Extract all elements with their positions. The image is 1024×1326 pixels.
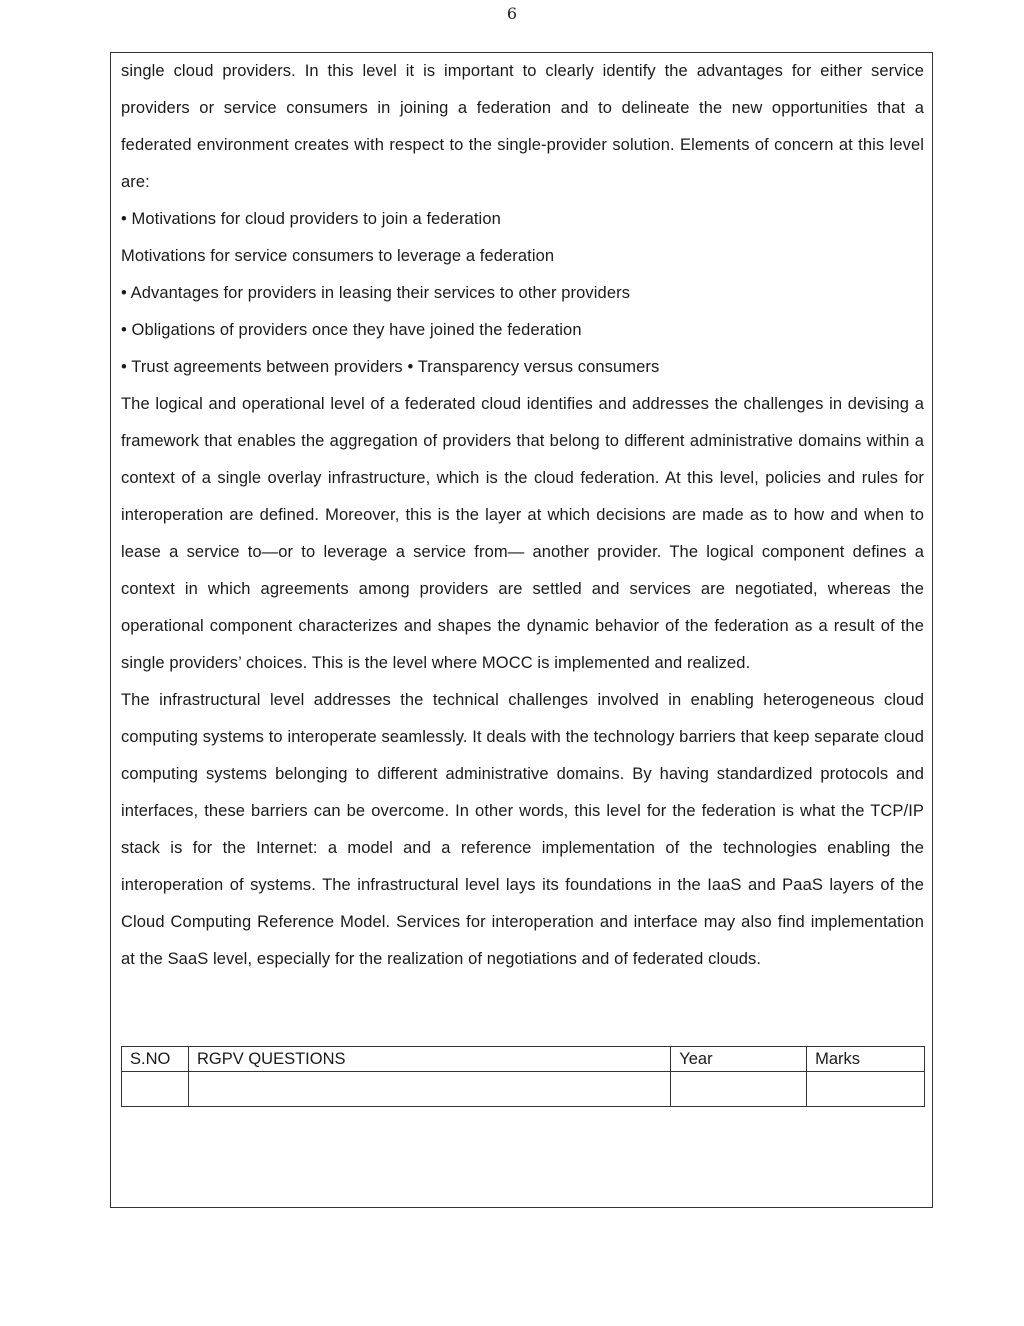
list-item-motivations-consumers: Motivations for service consumers to leverage a federation [121, 247, 555, 265]
list-item-motivations-providers: • Motivations for cloud providers to join a federation [121, 210, 501, 228]
header-year: Year [671, 1047, 807, 1072]
infrastructural-paragraph: The infrastructural level addresses the technical challenges involved in enabling heterogeneous cloud computing systems to interoperate seamlessly. It deals with the technology barriers that keep separate cloud computing systems belonging to different administrative domains. By having standardized protocols and interfaces, these barriers can be overcome. In other words, this level for the federation is what the TCP/IP stack is for the Internet: a model and a reference implementation of the technologies enabling the interoperation of systems. The infrastructural level lays its foundations in the IaaS and PaaS layers of the Cloud Computing Reference Model. Services for interoperation and interface may also find implementation at the SaaS level, especially for the realization of negotiations and of federated clouds. [121, 691, 924, 968]
cell-year [671, 1072, 807, 1107]
document-body [121, 53, 924, 978]
list-item-trust-transparency: • Trust agreements between providers • Transparency versus consumers [121, 358, 660, 376]
header-marks: Marks [807, 1047, 925, 1072]
cell-marks [807, 1072, 925, 1107]
table-row [122, 1072, 925, 1107]
header-rgpv-questions: RGPV QUESTIONS [188, 1047, 670, 1072]
cell-sno [122, 1072, 189, 1107]
list-item-obligations-providers: • Obligations of providers once they have joined the federation [121, 321, 582, 339]
intro-paragraph: single cloud providers. In this level it is important to clearly identify the advantages for either service providers or service consumers in joining a federation and to delineate the new opportunities that a federated environment creates with respect to the single-provider solution. Elements of concern at this level are: [121, 62, 924, 191]
logical-operational-paragraph: The logical and operational level of a federated cloud identifies and addresses the challenges in devising a framework that enables the aggregation of providers that belong to different administrative domains within a context of a single overlay infrastructure, which is the cloud federation. At this level, policies and rules for interoperation are defined. Moreover, this is the layer at which decisions are made as to how and when to lease a service to—or to leverage a service from— another provider. The logical component defines a context in which agreements among providers are settled and services are negotiated, whereas the operational component characterizes and shapes the dynamic behavior of the federation as a result of the single providers’ choices. This is the level where MOCC is implemented and realized. [121, 395, 924, 672]
header-sno: S.NO [122, 1047, 189, 1072]
content-frame [110, 52, 933, 1208]
cell-question [188, 1072, 670, 1107]
table-header-row [122, 1047, 925, 1072]
page-number: 6 [506, 4, 518, 23]
rgpv-questions-table [121, 1046, 925, 1107]
list-item-advantages-providers: • Advantages for providers in leasing their services to other providers [121, 284, 631, 302]
